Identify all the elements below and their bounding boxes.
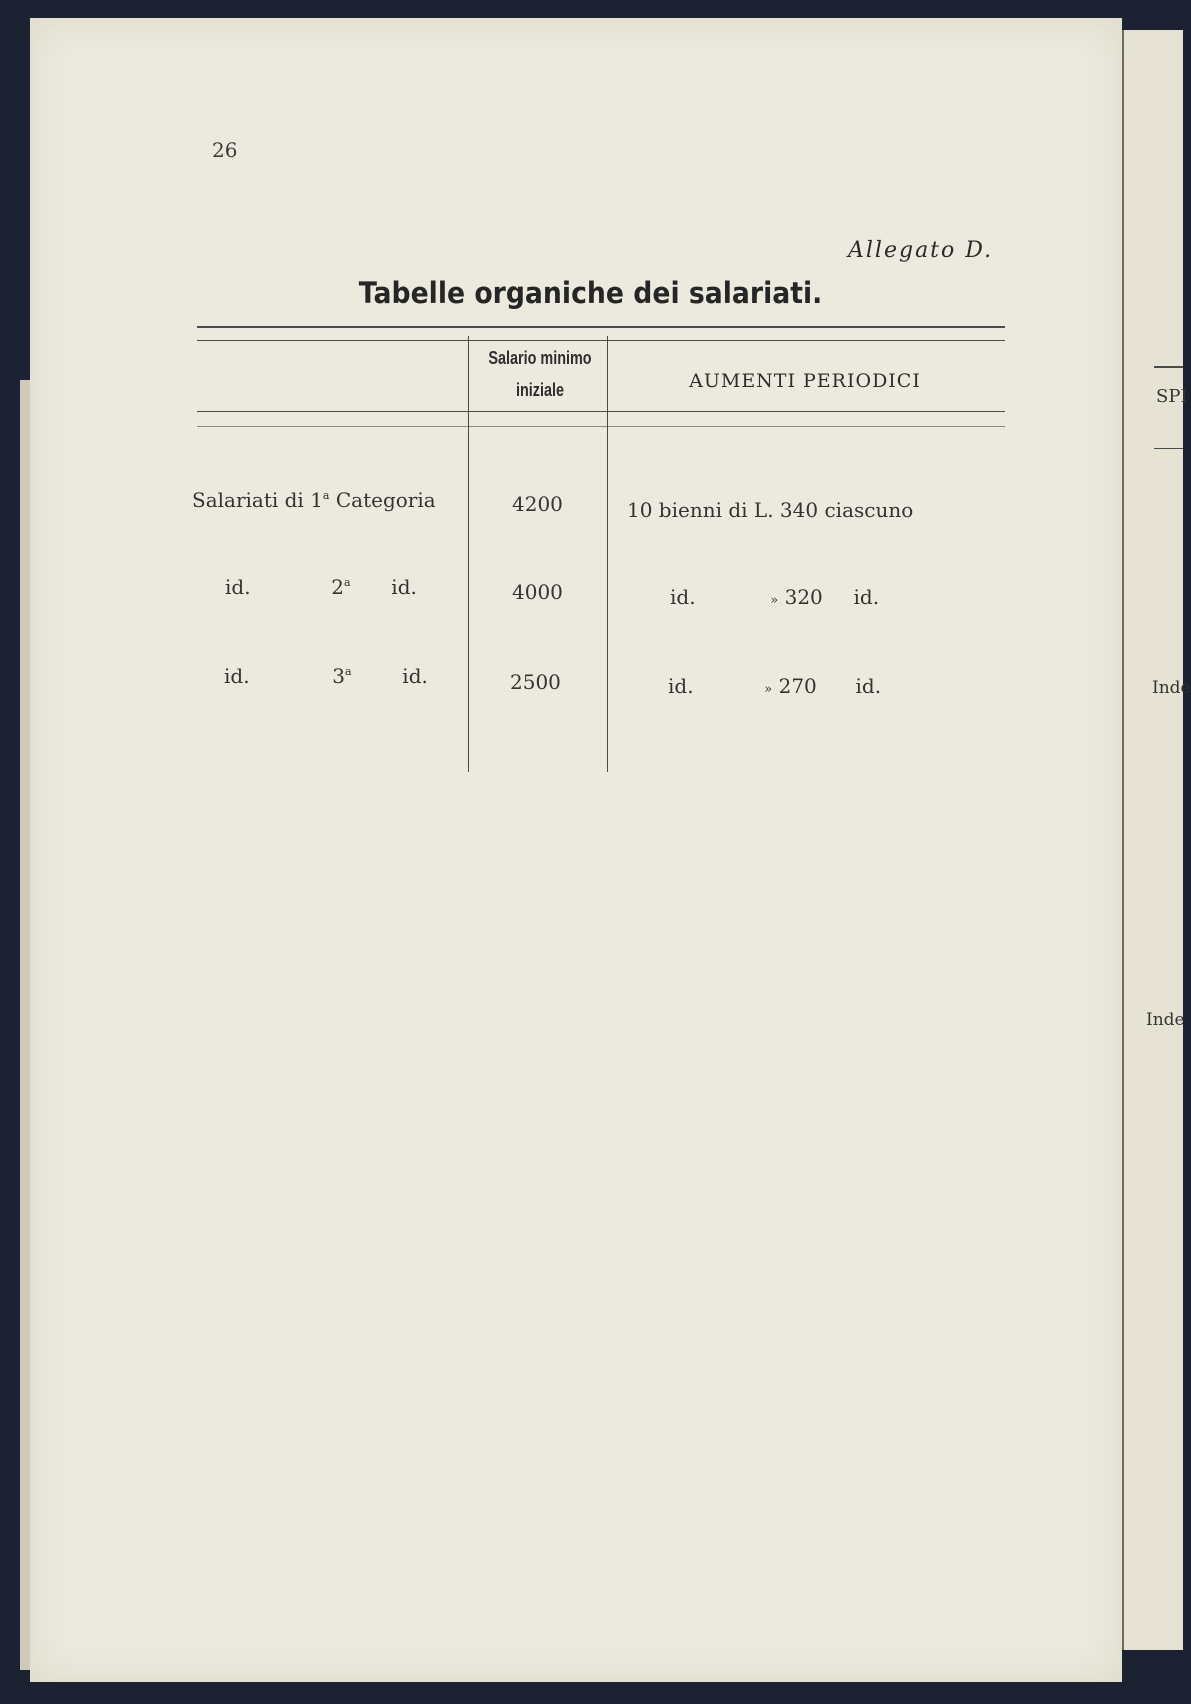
row-1-increase (627, 498, 913, 522)
increase-amount: 320 (784, 585, 823, 609)
annex-label: Allegato D. (848, 238, 994, 263)
increase-tail: id. (853, 585, 880, 609)
increase-tail: ciascuno (824, 498, 914, 522)
adjacent-rule (1154, 448, 1183, 449)
increase-lead: id. (668, 674, 694, 698)
adjacent-rule (1154, 366, 1183, 368)
adjacent-fragment-2: Inde (1152, 678, 1191, 698)
table-top-rule-thin (197, 340, 1005, 341)
category-prefix: id. (225, 575, 251, 599)
row-1-category (192, 488, 436, 512)
adjacent-fragment-1: SPI (1156, 386, 1188, 407)
column-divider-1 (468, 336, 469, 772)
ditto-mark: » (764, 682, 773, 697)
category-number: 2 (331, 575, 345, 599)
table-top-rule (197, 326, 1005, 328)
increase-amount: 270 (778, 674, 817, 698)
column-divider-2 (607, 336, 608, 772)
adjacent-page (1122, 30, 1191, 1650)
category-suffix: Categoria (335, 488, 436, 512)
row-3-category (224, 664, 428, 688)
increase-lead: id. (670, 585, 696, 609)
row-3-increase (668, 674, 881, 698)
increase-lead: 10 bienni di L. (627, 498, 774, 522)
category-number: 3 (332, 664, 346, 688)
category-number: 1 (310, 488, 323, 512)
header-bottom-rule (197, 411, 1005, 412)
increase-amount: 340 (779, 498, 819, 522)
row-2-category (225, 575, 417, 599)
header-salary: Salario minimo iniziale (488, 348, 592, 400)
category-suffix: id. (402, 664, 428, 688)
category-superscript: a (344, 576, 351, 589)
adjacent-fragment-3: Inde (1146, 1010, 1185, 1030)
row-3-salary: 2500 (510, 670, 561, 694)
category-prefix: id. (224, 664, 250, 688)
page-title: Tabelle organiche dei salariati. (358, 276, 823, 310)
category-superscript: a (322, 489, 330, 502)
row-2-salary: 4000 (512, 580, 563, 604)
category-prefix: Salariati di (192, 488, 304, 512)
document-page (30, 18, 1122, 1682)
increase-tail: id. (855, 674, 882, 698)
row-2-increase (670, 585, 879, 609)
page-edge (20, 380, 30, 1670)
page-number: 26 (212, 138, 238, 162)
row-1-salary: 4200 (512, 492, 563, 516)
header-increases: AUMENTI PERIODICI (689, 370, 921, 392)
category-superscript: a (345, 665, 352, 678)
category-suffix: id. (391, 575, 417, 599)
header-bottom-rule-thin (197, 426, 1005, 427)
ditto-mark: » (770, 593, 779, 608)
